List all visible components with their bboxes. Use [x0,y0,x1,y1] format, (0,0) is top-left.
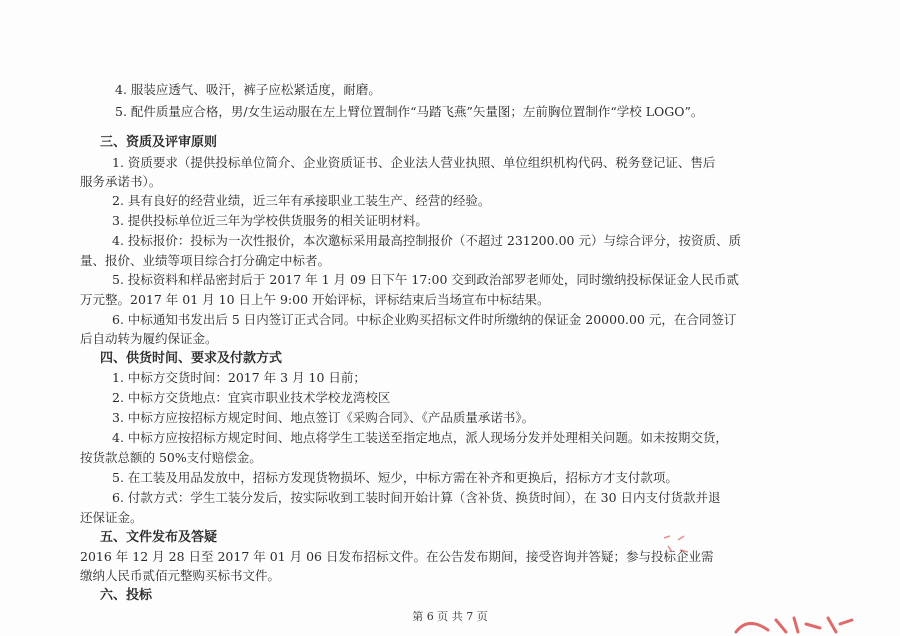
section-heading: 五、文件发布及答疑 [100,530,218,545]
text-line: 服务承诺书）。 [80,174,162,189]
text-line: 缴纳人民币贰佰元整购买标书文件。 [80,568,281,583]
text-line: 3. 中标方应按招标方规定时间、地点签订《采购合同》、《产品质量承诺书》。 [112,410,535,425]
text-line: 还保证金。 [80,510,143,525]
text-line: 4. 中标方应按招标方规定时间、地点将学生工装送至指定地点，派人现场分发并处理相关问题。如未按期交货， [112,430,728,445]
stamp-fragment-icon [660,520,700,560]
section-heading: 六、投标 [100,588,153,603]
red-seal-edge-icon [728,612,858,636]
text-line: 2. 中标方交货地点：宜宾市职业技术学校龙湾校区 [112,390,391,405]
text-line: 万元整。2017 年 01 月 10 日上午 9:00 开始评标，评标结束后当场宣布中标结果。 [80,292,550,307]
text-line: 2. 具有良好的经营业绩，近三年有承接职业工装生产、经营的经验。 [112,193,491,208]
text-line: 5. 在工装及用品发放中，招标方发现货物损坏、短少，中标方需在补齐和更换后，招标方才支付款项。 [112,470,678,485]
text-line: 5. 配件质量应合格，男/女生运动服在左上臂位置制作“马踏飞燕”矢量图；左前胸位置制作“学校 LOGO”。 [115,104,704,119]
text-line: 1. 中标方交货时间：2017 年 3 月 10 日前； [112,370,366,385]
text-line: 6. 中标通知书发出后 5 日内签订正式合同。中标企业购买招标文件时所缴纳的保证金 20000.00 元，在合同签订 [112,312,737,327]
text-line: 后自动转为履约保证金。 [80,331,218,346]
text-line: 6. 付款方式：学生工装分发后，按实际收到工装时间开始计算（含补货、换货时间），在 30 日内支付货款并退 [112,490,721,505]
text-line: 3. 提供投标单位近三年为学校供货服务的相关证明材料。 [112,213,428,228]
text-line: 4. 投标报价：投标为一次性报价，本次邀标采用最高控制报价（不超过 231200.00 元）与综合评分，按资质、质 [112,233,741,248]
section-heading: 三、资质及评审原则 [100,135,218,150]
text-line: 1. 资质要求（提供投标单位简介、企业资质证书、企业法人营业执照、单位组织机构代码、税务登记证、售后 [112,155,716,170]
text-line: 5. 投标资料和样品密封后于 2017 年 1 月 09 日下午 17:00 交到政治部罗老师处，同时缴纳投标保证金人民币贰 [112,272,739,287]
text-line: 按货款总额的 50%支付赔偿金。 [80,450,262,465]
section-heading: 四、供货时间、要求及付款方式 [100,351,283,366]
page-footer: 第 6 页 共 7 页 [412,610,488,623]
text-line: 4. 服装应透气、吸汗，裤子应松紧适度，耐磨。 [115,82,381,97]
text-line: 量、报价、业绩等项目综合打分确定中标者。 [80,253,331,268]
text-line: 2016 年 12 月 28 日至 2017 年 01 月 06 日发布招标文件。在公告发布期间，接受咨询并答疑；参与投标企业需 [80,549,714,564]
